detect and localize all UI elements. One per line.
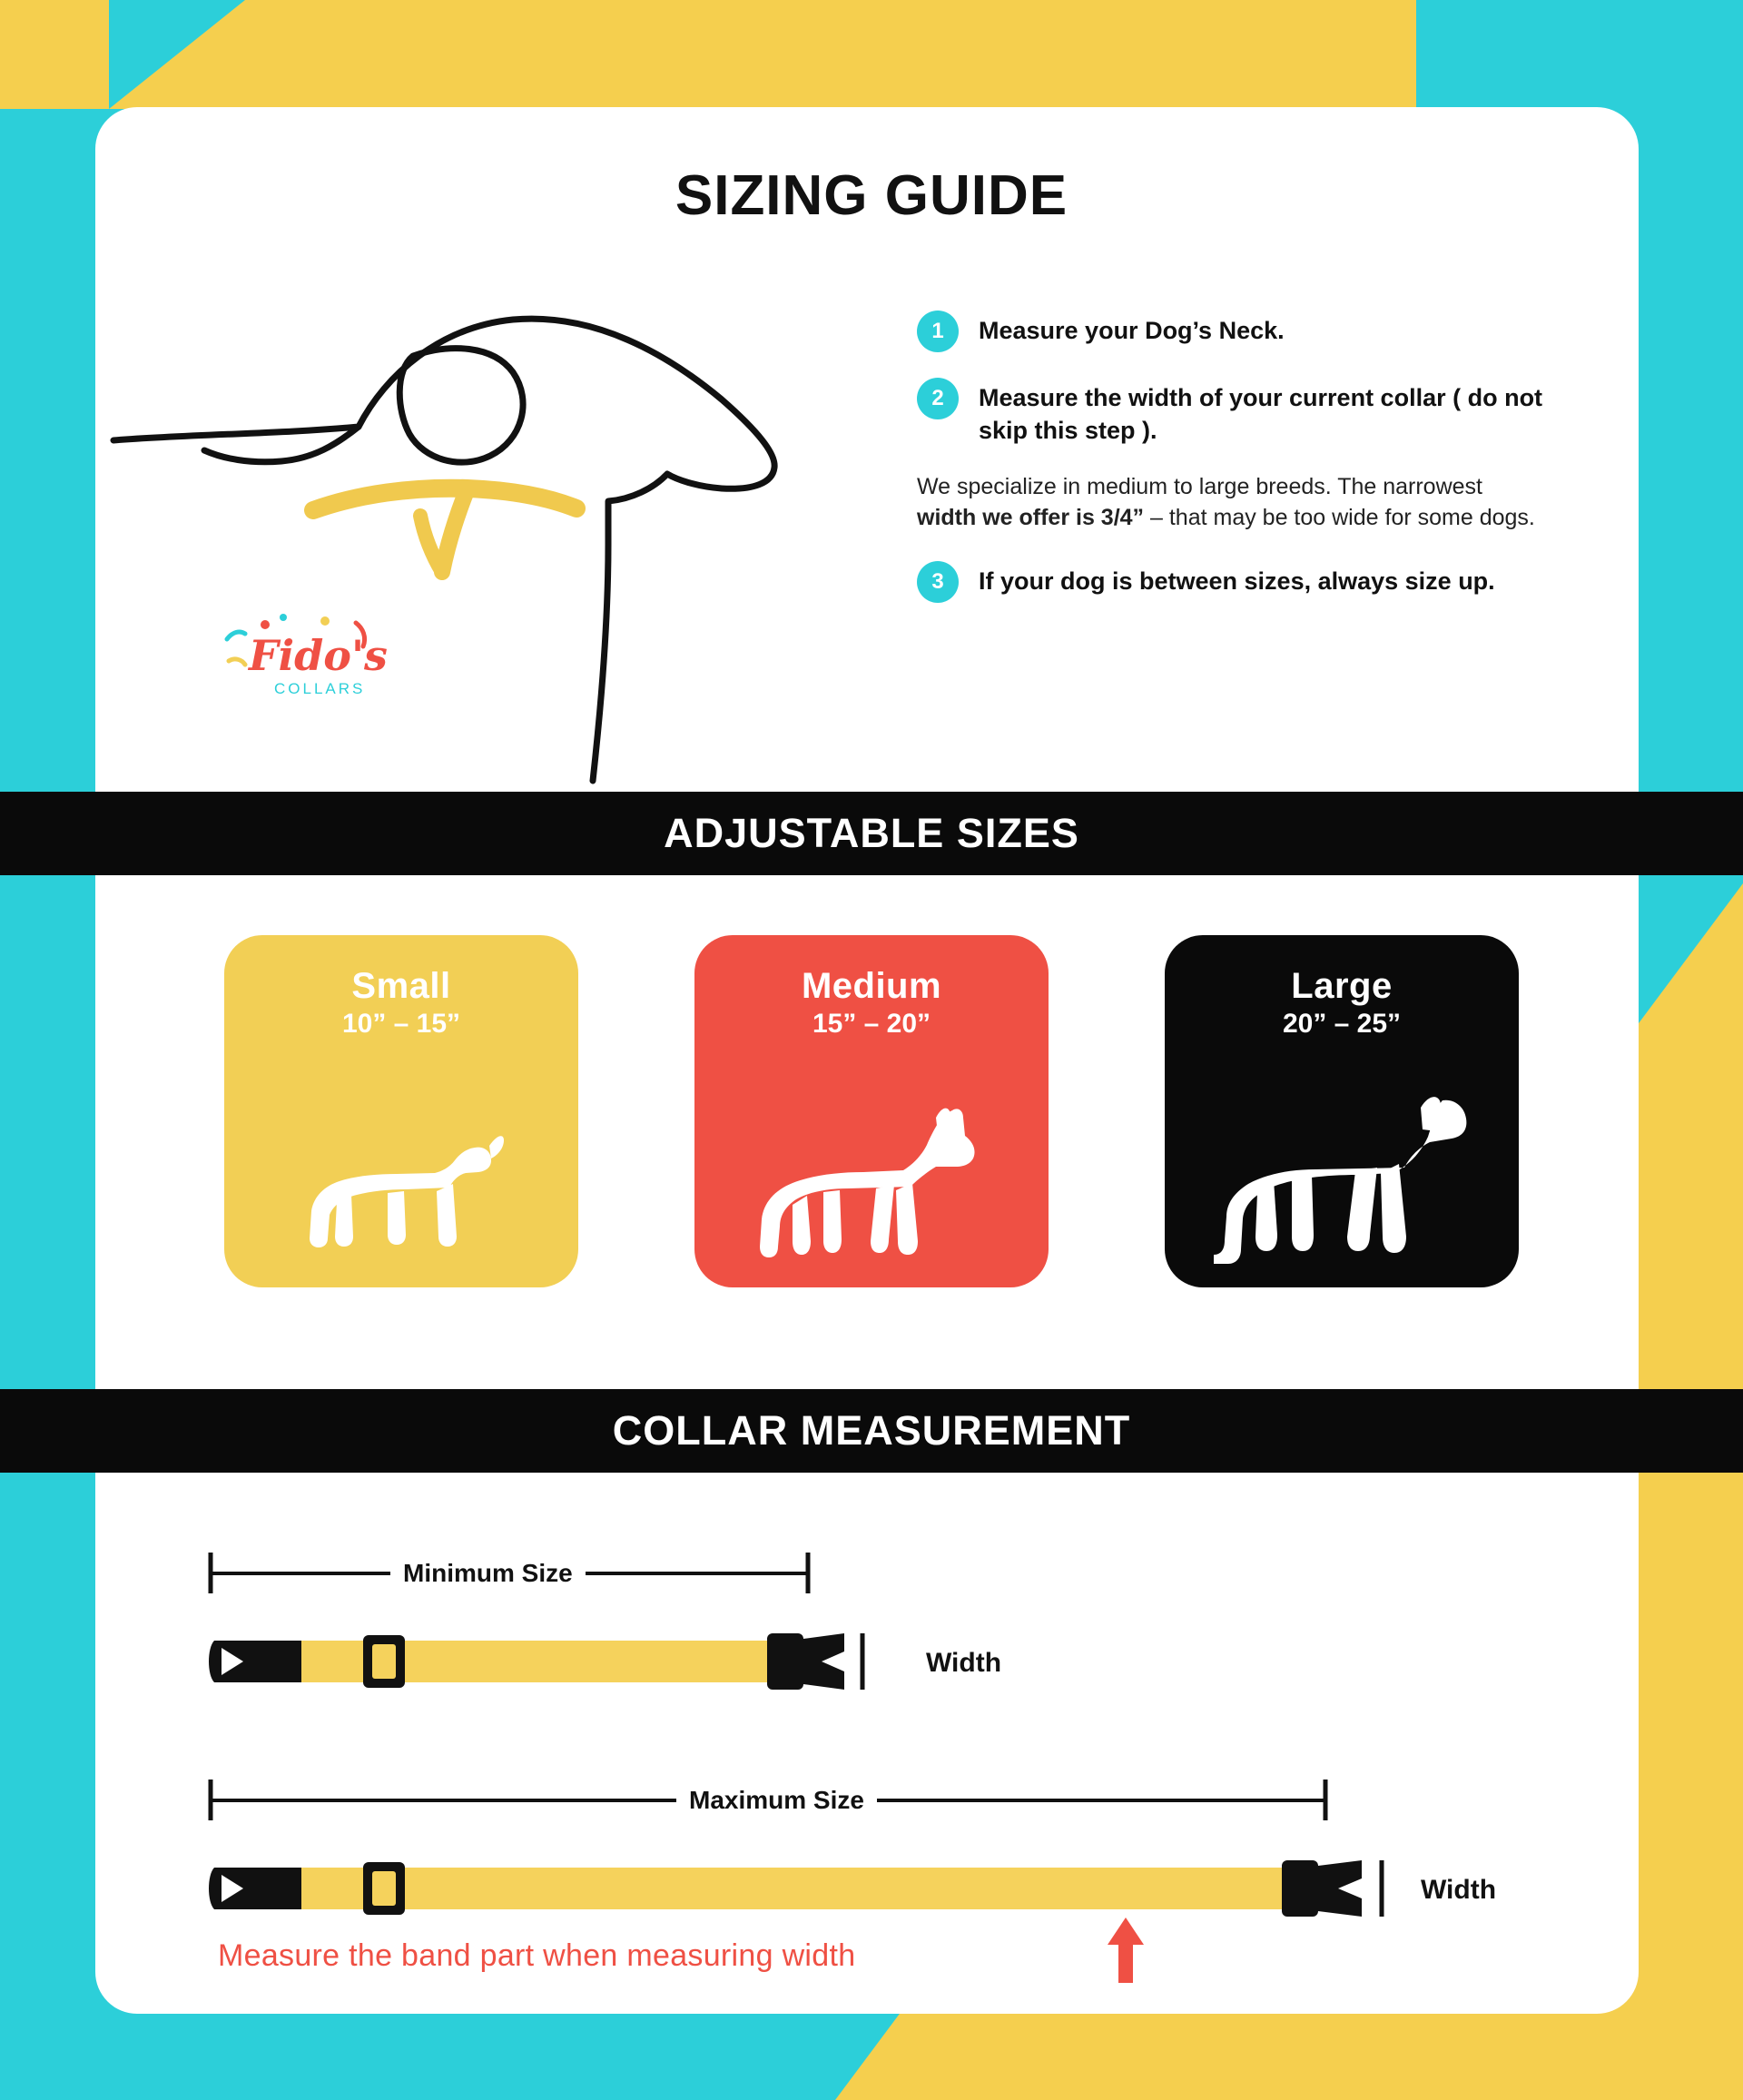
step-3-text: If your dog is between sizes, always size up. [979,567,1495,595]
up-arrow-icon [1103,1914,1148,1987]
step-3 [917,559,1571,603]
maximum-size-label: Maximum Size [676,1786,877,1815]
step-3-number: 3 [917,561,959,603]
size-card-medium-range: 15” – 20” [812,1009,931,1039]
step-2-text: Measure the width of your current collar ( do not skip this step ). [979,384,1543,445]
size-card-large[interactable] [1165,935,1519,1287]
step-2-number: 2 [917,378,959,419]
width-label-minimum: Width [926,1648,1002,1678]
fidos-collars-logo [218,610,413,715]
instruction-steps [917,309,1571,626]
step-1-number: 1 [917,311,959,352]
note-bold: width we offer is 3/4” [917,505,1145,531]
measurement-footnote: Measure the band part when measuring width [218,1938,856,1973]
size-card-small-name: Small [351,966,451,1006]
size-card-medium[interactable] [694,935,1049,1287]
svg-text:COLLARS: COLLARS [274,680,366,697]
size-card-medium-name: Medium [801,966,942,1006]
small-dog-silhouette-icon [297,1128,506,1264]
section-header-collar-measurement: COLLAR MEASUREMENT [0,1389,1743,1473]
step-1-text: Measure your Dog’s Neck. [979,317,1285,344]
size-card-large-range: 20” – 25” [1282,1009,1402,1039]
size-card-small-range: 10” – 15” [341,1009,461,1039]
page-title: SIZING GUIDE [675,164,1068,227]
step-1 [917,309,1571,352]
section-header-adjustable-sizes: ADJUSTABLE SIZES [0,792,1743,875]
size-card-large-name: Large [1291,966,1393,1006]
width-label-maximum: Width [1421,1875,1497,1905]
size-cards-row [0,935,1743,1287]
minimum-size-label: Minimum Size [390,1559,586,1588]
note-part2: – that may be too wide for some dogs. [1144,505,1535,531]
medium-dog-silhouette-icon [758,1105,985,1264]
large-dog-silhouette-icon [1210,1091,1473,1264]
step-2 [917,376,1571,448]
svg-text:Fido's: Fido's [249,631,388,680]
size-card-small[interactable] [224,935,578,1287]
dog-head-outline-illustration [86,272,822,790]
note-part1: We specialize in medium to large breeds. The narrowest [917,473,1482,499]
width-note [917,471,1543,534]
collar-minimum-illustration [0,1621,1743,1720]
